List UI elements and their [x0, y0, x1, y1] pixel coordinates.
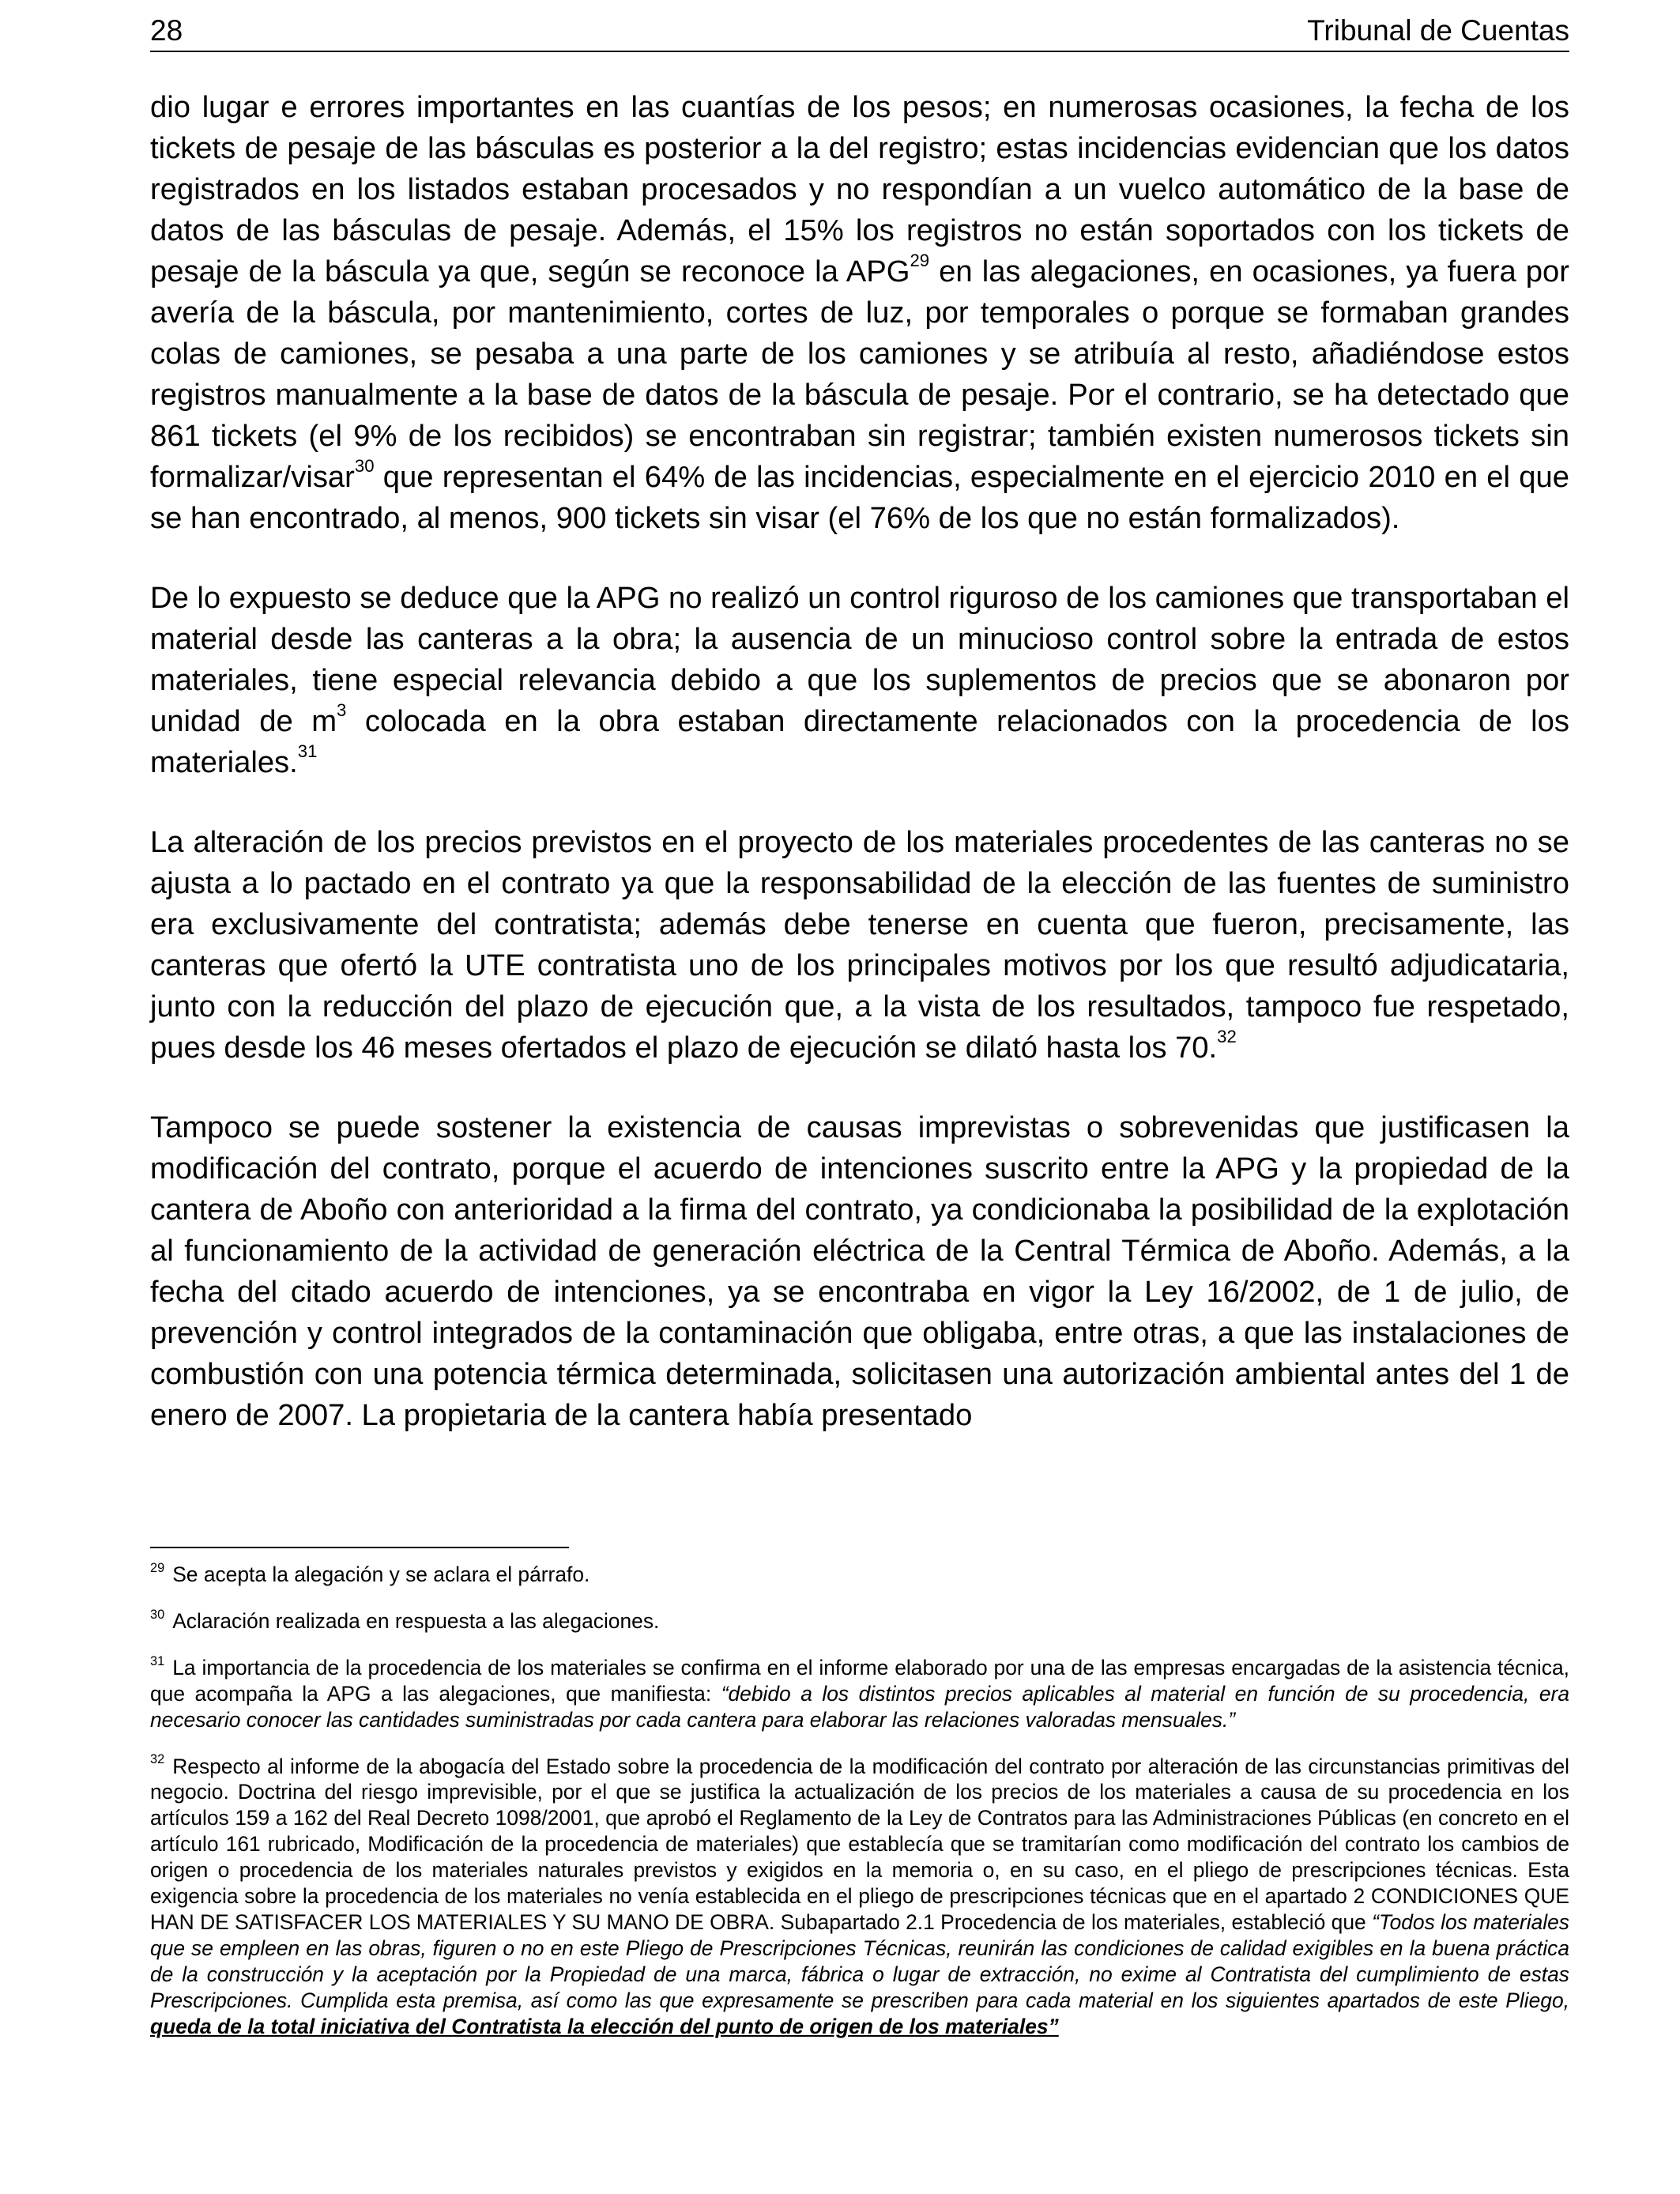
footnote-number: 32	[150, 1752, 165, 1767]
footnote-32	[150, 1754, 1569, 2040]
footnote-31	[150, 1655, 1569, 1733]
paragraph-2-text-a: De lo expuesto se deduce que la APG no realizó un control riguroso de los camiones que transportaban el material desde las canteras a la obra; la ausencia de un minucioso control sobre la entrada de estos materiales, tiene especial relevancia debido a que los suplementos de precios que se abonaron por unidad de m	[150, 581, 1569, 738]
page-header	[150, 8, 1569, 52]
paragraph-2-text-b: colocada en la obra estaban directamente relacionados con la procedencia de los materiales.	[150, 704, 1569, 779]
paragraph-3	[150, 822, 1569, 1069]
footnote-text: Se acepta la alegación y se aclara el párrafo.	[172, 1563, 590, 1586]
paragraph-2	[150, 578, 1569, 783]
footnote-text: La importancia de la procedencia de los materiales se confirma en el informe elaborado por una de las empresas encargadas de la asistencia técnica, que acompaña la APG a las alegaciones, que manifiesta:	[150, 1655, 1569, 1706]
footnote-emphasis: queda de la total iniciativa del Contratista la elección del punto de origen de los materiales”	[150, 2014, 1059, 2038]
footnote-quote: “Todos los materiales que se empleen en las obras, figuren o no en este Pliego de Prescripciones Técnicas, reunirán las condiciones de calidad exigibles en la buena práctica de la construcción y la aceptación por la Propiedad de una marca, fábrica o lugar de extracción, no exime al Contratista del cumplimiento de estas Prescripciones. Cumplida esta premisa, así como las que expresamente se prescriben para cada material en los siguientes apartados de este Pliego,	[150, 1909, 1569, 2012]
body-text	[150, 87, 1569, 1475]
paragraph-1-text-c: que representan el 64% de las incidencias, especialmente en el ejercicio 2010 en el que se han encontrado, al menos, 900 tickets sin visar (el 76% de los que no están formalizados).	[150, 460, 1569, 535]
footnote-ref-32: 32	[1217, 1027, 1237, 1047]
paragraph-1	[150, 87, 1569, 539]
footnote-29	[150, 1562, 1569, 1588]
page-number: 28	[150, 14, 183, 47]
paragraph-3-text: La alteración de los precios previstos en el proyecto de los materiales procedentes de las canteras no se ajusta a lo pactado en el contrato ya que la responsabilidad de la elección de las fuentes de suministro era exclusivamente del contratista; además debe tenerse en cuenta que fueron, precisamente, las canteras que ofertó la UTE contratista uno de los principales motivos por los que resultó adjudicataria, junto con la reducción del plazo de ejecución que, a la vista de los resultados, tampoco fue respetado, pues desde los 46 meses ofertados el plazo de ejecución se dilató hasta los 70.	[150, 825, 1569, 1065]
footnote-text: Aclaración realizada en respuesta a las alegaciones.	[172, 1608, 660, 1633]
footnote-separator	[150, 1547, 569, 1548]
footnote-number: 31	[150, 1653, 165, 1668]
cubic-exponent: 3	[337, 700, 347, 721]
footnote-30	[150, 1608, 1569, 1634]
footnote-quote: “debido a los distintos precios aplicables al material en función de su procedencia, era necesario conocer las cantidades suministradas por cada cantera para elaborar las relaciones valoradas mensuales.”	[150, 1681, 1569, 1732]
footnote-ref-30: 30	[354, 456, 375, 477]
paragraph-1-text-b: en las alegaciones, en ocasiones, ya fuera por avería de la báscula, por mantenimiento, cortes de luz, por temporales o porque se formaban grandes colas de camiones, se pesaba a una parte de los camiones y se atribuía al resto, añadiéndose estos registros manualmente a la base de datos de la báscula de pesaje. Por el contrario, se ha detectado que 861 tickets (el 9% de los recibidos) se encontraban sin registrar; también existen numerosos tickets sin formalizar/visar	[150, 254, 1569, 494]
footnote-ref-29: 29	[910, 251, 930, 271]
footnote-ref-31: 31	[297, 741, 318, 762]
footnote-number: 30	[150, 1607, 165, 1622]
paragraph-4: Tampoco se puede sostener la existencia de causas imprevistas o sobrevenidas que justificasen la modificación del contrato, porque el acuerdo de intenciones suscrito entre la APG y la propiedad de la cantera de Aboño con anterioridad a la firma del contrato, ya condicionaba la posibilidad de la explotación al funcionamiento de la actividad de generación eléctrica de la Central Térmica de Aboño. Además, a la fecha del citado acuerdo de intenciones, ya se encontraba en vigor la Ley 16/2002, de 1 de julio, de prevención y control integrados de la contaminación que obligaba, entre otras, a que las instalaciones de combustión con una potencia térmica determinada, solicitasen una autorización ambiental antes del 1 de enero de 2007. La propietaria de la cantera había presentado	[150, 1110, 1569, 1432]
header-title: Tribunal de Cuentas	[1307, 14, 1569, 47]
footnote-number: 29	[150, 1560, 165, 1575]
footnotes	[150, 1562, 1569, 2060]
paragraph-1-text-a: dio lugar e errores importantes en las cuantías de los pesos; en numerosas ocasiones, la fecha de los tickets de pesaje de las básculas es posterior a la del registro; estas incidencias evidencian que los datos registrados en los listados estaban procesados y no respondían a un vuelco automático de la base de datos de las básculas de pesaje. Además, el 15% los registros no están soportados con los tickets de pesaje de la báscula ya que, según se reconoce la APG	[150, 90, 1569, 288]
footnote-text: Respecto al informe de la abogacía del Estado sobre la procedencia de la modificación del contrato por alteración de las circunstancias primitivas del negocio. Doctrina del riesgo imprevisible, por el que se justifica la actualización de los precios de los materiales a causa de su procedencia en los artículos 159 a 162 del Real Decreto 1098/2001, que aprobó el Reglamento de la Ley de Contratos para las Administraciones Públicas (en concreto en el artículo 161 rubricado, Modificación de la procedencia de materiales) que establecía que se tramitarían como modificación del contrato los cambios de origen o procedencia de los materiales naturales previstos y exigidos en la memoria o, en su caso, en el pliego de prescripciones técnicas. Esta exigencia sobre la procedencia de los materiales no venía establecida en el pliego de prescripciones técnicas que en el apartado 2 CONDICIONES QUE HAN DE SATISFACER LOS MATERIALES Y SU MANO DE OBRA. Subapartado 2.1 Procedencia de los materiales, estableció que	[150, 1754, 1569, 1934]
